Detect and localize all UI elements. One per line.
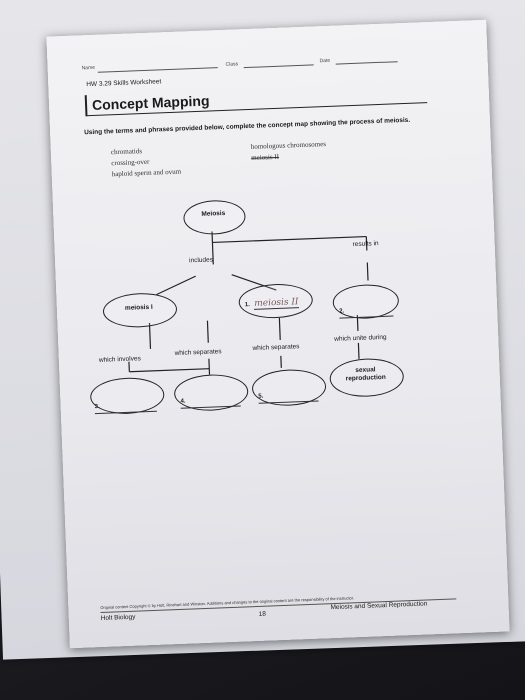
copyright-text: Original content Copyright © by Holt, Rinehart and Winston. Additions and changes to the original content are the responsibility of the instructor.	[100, 595, 355, 611]
meiosis-i-label: meiosis I	[124, 303, 153, 312]
term-crossing-over: crossing-over	[111, 157, 150, 168]
page-number: 18	[258, 610, 267, 618]
node-1-answer[interactable]	[244, 291, 305, 311]
term-homologous: homologous chromosomes	[250, 140, 327, 151]
includes-link: includes	[188, 256, 214, 265]
node-4-number: 4.	[180, 398, 186, 405]
footer-left: Holt Biology	[100, 613, 136, 623]
node-5-blank[interactable]	[258, 383, 319, 404]
date-label: Date	[319, 57, 331, 65]
node-4-blank[interactable]	[180, 387, 241, 408]
hw-label: HW 3.29 Skills Worksheet	[86, 78, 162, 89]
worksheet-page	[46, 20, 509, 648]
sexual-reproduction-label: sexual reproduction	[345, 366, 386, 383]
concept-map-lines	[46, 20, 509, 648]
node-2-blank[interactable]	[339, 298, 394, 319]
node-3-blank[interactable]	[94, 393, 157, 414]
which-involves-link: which involves	[98, 355, 141, 364]
node-2-number: 2.	[339, 308, 345, 315]
node-3-number: 3.	[94, 403, 100, 411]
page-title: Concept Mapping	[91, 92, 210, 113]
term-haploid: haploid sperm and ovum	[111, 167, 182, 179]
node-1-number: 1.	[244, 302, 250, 309]
term-chromatids: chromatids	[110, 147, 143, 157]
name-label: Name	[81, 64, 96, 72]
which-separates-link-1: which separates	[174, 348, 222, 357]
class-label: Class	[225, 61, 239, 68]
instructions-text: Using the terms and phrases provided below, complete the concept map showing the process of meiosis.	[83, 116, 411, 137]
which-separates-link-2: which separates	[252, 343, 300, 352]
term-meiosis-ii: meiosis II	[251, 152, 280, 162]
meiosis-node-label: Meiosis	[201, 209, 226, 218]
node-1-handwriting: meiosis II	[254, 297, 299, 309]
which-unite-link: which unite during	[334, 333, 387, 343]
results-in-link: results in	[352, 240, 379, 249]
node-5-number: 5.	[258, 393, 264, 400]
footer-right: Meiosis and Sexual Reproduction	[330, 600, 428, 612]
